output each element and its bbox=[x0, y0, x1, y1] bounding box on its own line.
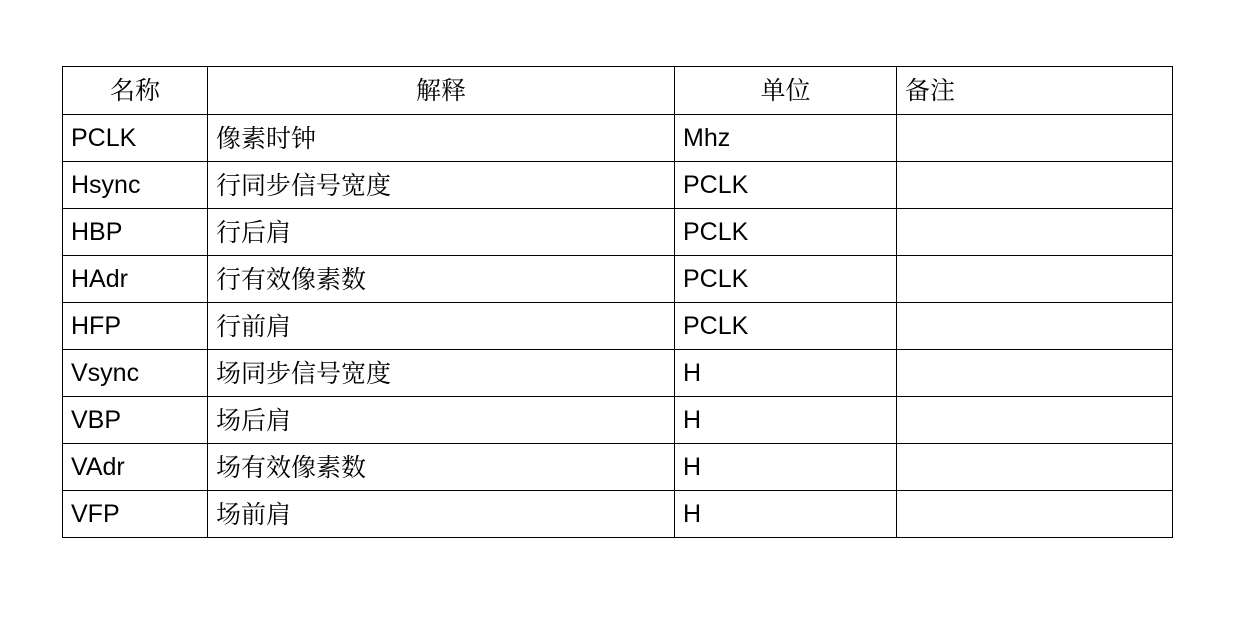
cell-note bbox=[897, 303, 1173, 350]
spec-table-container bbox=[62, 66, 1172, 538]
cell-description: 行前肩 bbox=[208, 303, 675, 350]
cell-note bbox=[897, 397, 1173, 444]
cell-description: 像素时钟 bbox=[208, 115, 675, 162]
cell-unit: PCLK bbox=[675, 209, 897, 256]
cell-unit: H bbox=[675, 397, 897, 444]
cell-note bbox=[897, 162, 1173, 209]
cell-name: HAdr bbox=[63, 256, 208, 303]
cell-note bbox=[897, 256, 1173, 303]
column-header-unit: 单位 bbox=[675, 67, 897, 115]
cell-description: 场有效像素数 bbox=[208, 444, 675, 491]
cell-unit: PCLK bbox=[675, 256, 897, 303]
cell-note bbox=[897, 491, 1173, 538]
table-header-row bbox=[63, 67, 1173, 115]
cell-note bbox=[897, 444, 1173, 491]
cell-name: Vsync bbox=[63, 350, 208, 397]
column-header-name: 名称 bbox=[63, 67, 208, 115]
cell-name: VBP bbox=[63, 397, 208, 444]
cell-unit: H bbox=[675, 444, 897, 491]
cell-name: VFP bbox=[63, 491, 208, 538]
table-row bbox=[63, 397, 1173, 444]
table-row bbox=[63, 115, 1173, 162]
cell-name: PCLK bbox=[63, 115, 208, 162]
lcd-timing-parameter-table bbox=[62, 66, 1173, 538]
cell-note bbox=[897, 209, 1173, 256]
cell-unit: PCLK bbox=[675, 162, 897, 209]
cell-description: 场后肩 bbox=[208, 397, 675, 444]
column-header-description: 解释 bbox=[208, 67, 675, 115]
table-row bbox=[63, 209, 1173, 256]
cell-description: 场前肩 bbox=[208, 491, 675, 538]
cell-name: Hsync bbox=[63, 162, 208, 209]
cell-name: VAdr bbox=[63, 444, 208, 491]
cell-unit: PCLK bbox=[675, 303, 897, 350]
cell-name: HBP bbox=[63, 209, 208, 256]
table-row bbox=[63, 491, 1173, 538]
cell-description: 行后肩 bbox=[208, 209, 675, 256]
table-row bbox=[63, 350, 1173, 397]
cell-name: HFP bbox=[63, 303, 208, 350]
cell-description: 行同步信号宽度 bbox=[208, 162, 675, 209]
table-row bbox=[63, 303, 1173, 350]
cell-note bbox=[897, 350, 1173, 397]
cell-unit: H bbox=[675, 491, 897, 538]
cell-description: 行有效像素数 bbox=[208, 256, 675, 303]
cell-unit: H bbox=[675, 350, 897, 397]
table-row bbox=[63, 444, 1173, 491]
column-header-note: 备注 bbox=[897, 67, 1173, 115]
cell-note bbox=[897, 115, 1173, 162]
table-row bbox=[63, 256, 1173, 303]
table-row bbox=[63, 162, 1173, 209]
cell-description: 场同步信号宽度 bbox=[208, 350, 675, 397]
cell-unit: Mhz bbox=[675, 115, 897, 162]
